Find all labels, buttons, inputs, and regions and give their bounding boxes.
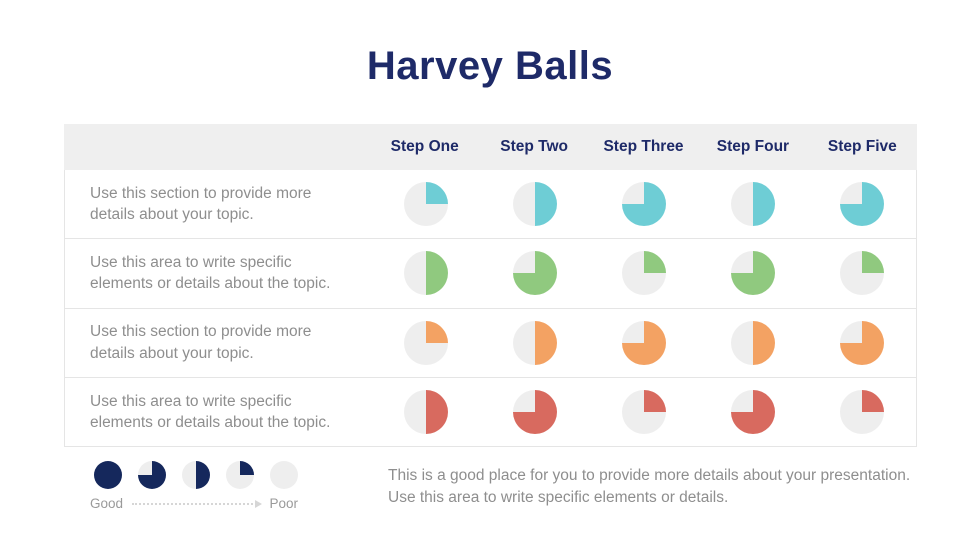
slide-title: Harvey Balls: [366, 44, 614, 88]
harvey-ball: [622, 390, 666, 434]
harvey-ball: [404, 390, 448, 434]
footer-note: This is a good place for you to provide more details about your presentation. Use this area to write specific elements or details.: [388, 467, 911, 506]
harvey-ball-cell: [807, 390, 916, 434]
column-header: Step One: [390, 138, 459, 155]
column-header: Step Five: [827, 138, 897, 155]
harvey-ball-cell: [371, 390, 480, 434]
legend-ball: [226, 461, 254, 489]
harvey-balls-table: [64, 124, 917, 447]
legend-good-label: Good: [90, 496, 124, 511]
harvey-ball: [404, 182, 448, 226]
legend-ball: [138, 461, 166, 489]
harvey-ball: [513, 251, 557, 295]
harvey-ball-cell: [698, 321, 807, 365]
harvey-ball-cell: [589, 321, 698, 365]
harvey-ball: [404, 251, 448, 295]
row-label: Use this area to write specific elements or details about the topic.: [90, 254, 331, 293]
table-body: [64, 170, 917, 447]
legend-ball: [182, 461, 210, 489]
legend-ball: [270, 461, 298, 489]
harvey-ball: [622, 251, 666, 295]
harvey-ball-cell: [480, 321, 589, 365]
table-header-row: [64, 124, 917, 170]
harvey-ball-cell: [807, 251, 916, 295]
row-label: Use this section to provide more details about your topic.: [90, 323, 312, 362]
harvey-ball: [513, 321, 557, 365]
column-header: Step Three: [603, 138, 684, 155]
harvey-ball: [731, 321, 775, 365]
legend-arrow-icon: [132, 503, 260, 505]
harvey-ball: [513, 390, 557, 434]
legend-labels: [90, 496, 298, 511]
harvey-ball-cell: [480, 390, 589, 434]
legend: [90, 461, 298, 511]
column-header: Step Two: [500, 138, 568, 155]
harvey-ball-cell: [698, 182, 807, 226]
harvey-ball-cell: [589, 182, 698, 226]
harvey-ball: [404, 321, 448, 365]
harvey-ball: [840, 321, 884, 365]
table-row: [65, 238, 916, 307]
harvey-ball-cell: [589, 390, 698, 434]
legend-ball: [94, 461, 122, 489]
harvey-ball-cell: [371, 251, 480, 295]
harvey-ball: [840, 182, 884, 226]
harvey-ball: [731, 390, 775, 434]
table-row: [65, 170, 916, 238]
harvey-ball-cell: [371, 182, 480, 226]
harvey-ball-cell: [480, 251, 589, 295]
harvey-ball-cell: [698, 251, 807, 295]
harvey-ball: [622, 321, 666, 365]
table-row: [65, 377, 916, 446]
harvey-ball: [513, 182, 557, 226]
harvey-ball-cell: [807, 182, 916, 226]
harvey-ball-cell: [698, 390, 807, 434]
harvey-ball: [840, 390, 884, 434]
harvey-ball-cell: [589, 251, 698, 295]
harvey-ball: [622, 182, 666, 226]
legend-scale: [90, 461, 298, 489]
harvey-ball: [840, 251, 884, 295]
row-label: Use this area to write specific elements or details about the topic.: [90, 392, 331, 431]
harvey-ball: [731, 251, 775, 295]
harvey-ball-cell: [371, 321, 480, 365]
harvey-ball-cell: [480, 182, 589, 226]
column-header: Step Four: [716, 138, 790, 155]
legend-poor-label: Poor: [269, 496, 298, 511]
row-label: Use this section to provide more details about your topic.: [90, 184, 312, 224]
harvey-ball-cell: [807, 321, 916, 365]
table-row: [65, 308, 916, 377]
harvey-ball: [731, 182, 775, 226]
